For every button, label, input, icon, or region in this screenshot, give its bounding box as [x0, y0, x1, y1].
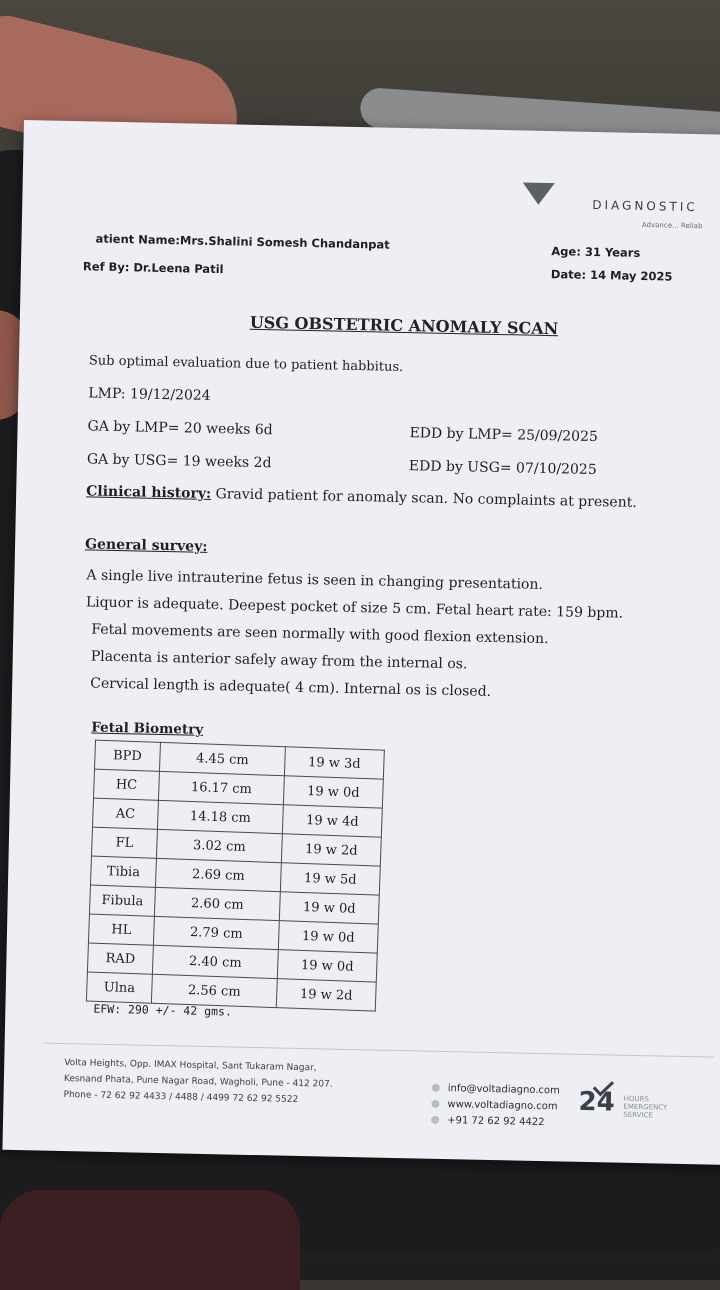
biometry-param: AC: [92, 798, 158, 829]
lab-logo-icon: [522, 182, 554, 205]
email-icon: [432, 1084, 440, 1092]
footer-address: [63, 1055, 404, 1110]
emergency-badge-number: 24: [578, 1086, 616, 1118]
evaluation-note: Sub optimal evaluation due to patient habbitus.: [88, 353, 404, 375]
survey-line: Cervical length is adequate( 4 cm). Internal os is closed.: [90, 675, 492, 700]
address-line: Volta Heights, Opp. IMAX Hospital, Sant Tukaram Nagar,: [64, 1058, 317, 1074]
patient-age: Age: 31 Years: [551, 244, 641, 260]
lab-tagline: Advance... Reliab: [641, 220, 703, 231]
report-sheet: [2, 120, 720, 1165]
biometry-value: 16.17 cm: [158, 771, 284, 804]
clinical-history-label: Clinical history:: [86, 483, 212, 502]
edd-by-lmp: EDD by LMP= 25/09/2025: [409, 425, 599, 446]
clothing-sleeve: [0, 1190, 300, 1290]
biometry-age: 19 w 2d: [276, 979, 376, 1011]
address-line: Kesnand Phata, Pune Nagar Road, Wagholi, Pune - 412 207.: [63, 1074, 333, 1090]
phone-line: Phone - 72 62 92 4433 / 4488 / 4499 72 62 92 5522: [63, 1090, 299, 1105]
biometry-param: HL: [88, 914, 154, 945]
biometry-param: FL: [91, 827, 157, 858]
ga-by-usg: GA by USG= 19 weeks 2d: [86, 451, 272, 472]
ga-by-lmp: GA by LMP= 20 weeks 6d: [87, 418, 273, 439]
clinical-history: [86, 483, 637, 511]
lab-brand: DIAGNOSTIC: [592, 197, 698, 215]
biometry-value: 2.79 cm: [153, 916, 279, 949]
survey-line: Placenta is anterior safely away from the internal os.: [90, 648, 468, 673]
estimated-fetal-weight: EFW: 290 +/- 42 gms.: [93, 1001, 233, 1019]
biometry-age: 19 w 2d: [281, 834, 381, 866]
biometry-param: Fibula: [89, 885, 155, 916]
referred-by: Ref By: Dr.Leena Patil: [82, 259, 224, 277]
biometry-value: 3.02 cm: [156, 829, 282, 862]
survey-line: A single live intrauterine fetus is seen in changing presentation.: [86, 567, 544, 593]
biometry-value: 2.60 cm: [154, 887, 280, 920]
biometry-age: 19 w 3d: [284, 747, 384, 779]
lmp-line: LMP: 19/12/2024: [88, 385, 211, 404]
patient-name: atient Name:Mrs.Shalini Somesh Chandanpat: [95, 231, 390, 252]
fetal-biometry-table: [86, 740, 385, 1012]
phone-icon: [431, 1116, 439, 1124]
badge-line: EMERGENCY: [623, 1102, 668, 1112]
biometry-age: 19 w 0d: [283, 776, 383, 808]
clinical-history-text: Gravid patient for anomaly scan. No complaints at present.: [210, 486, 637, 511]
biometry-value: 2.69 cm: [155, 858, 281, 891]
footer-divider: [45, 1043, 715, 1058]
badge-line: HOURS: [623, 1094, 649, 1104]
mobile-line: [431, 1113, 559, 1132]
edd-by-usg: EDD by USG= 07/10/2025: [408, 458, 597, 479]
footer-contacts: [431, 1081, 560, 1132]
biometry-age: 19 w 4d: [282, 805, 382, 837]
biometry-value: 4.45 cm: [159, 742, 285, 775]
biometry-value: 2.40 cm: [152, 945, 278, 978]
biometry-age: 19 w 0d: [279, 892, 379, 924]
report-date: Date: 14 May 2025: [550, 267, 673, 284]
biometry-param: RAD: [87, 943, 153, 974]
biometry-param: BPD: [95, 740, 161, 771]
globe-icon: [431, 1100, 439, 1108]
mobile-text: +91 72 62 92 4422: [447, 1115, 545, 1129]
biometry-age: 19 w 0d: [278, 921, 378, 953]
fetal-biometry-heading: Fetal Biometry: [91, 719, 204, 738]
emergency-badge-text: [623, 1095, 667, 1120]
biometry-age: 19 w 0d: [277, 950, 377, 982]
biometry-param: Tibia: [90, 856, 156, 887]
email-text: info@voltadiagno.com: [447, 1083, 560, 1097]
survey-line: Liquor is adequate. Deepest pocket of size 5 cm. Fetal heart rate: 159 bpm.: [85, 594, 624, 622]
website-text: www.voltadiagno.com: [447, 1099, 558, 1113]
report-title: USG OBSTETRIC ANOMALY SCAN: [249, 312, 559, 339]
general-survey-heading: General survey:: [84, 536, 208, 555]
badge-line: SERVICE: [623, 1110, 653, 1120]
biometry-age: 19 w 5d: [280, 863, 380, 895]
biometry-value: 2.56 cm: [151, 974, 277, 1007]
biometry-value: 14.18 cm: [157, 800, 283, 833]
survey-line: Fetal movements are seen normally with good flexion extension.: [91, 621, 549, 648]
biometry-param: HC: [93, 769, 159, 800]
biometry-param: Ulna: [86, 972, 152, 1003]
